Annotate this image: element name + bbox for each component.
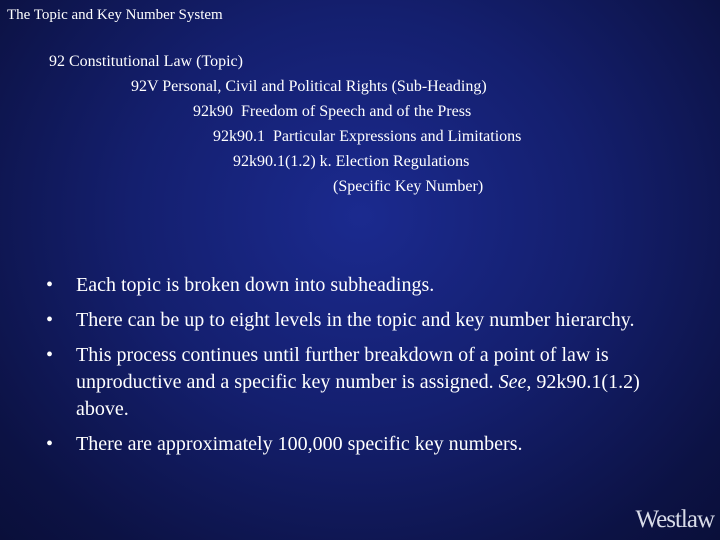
- hierarchy-subheading-tag: (Sub-Heading): [391, 78, 487, 95]
- bullet-dot-icon: •: [46, 344, 54, 366]
- bullet-text: This process continues until further breakdown of a point of law is unproductive and a specific key number is assigned.: [76, 344, 609, 393]
- hierarchy-subheading: [131, 77, 487, 97]
- hierarchy-level-5: 92k90.1(1.2) k. Election Regulations: [233, 153, 470, 170]
- bullet-text: Each topic is broken down into subheadings.: [76, 274, 435, 296]
- bullet-see-reference: 92k90.1(1.2) above.: [76, 371, 640, 420]
- westlaw-logo: Westlaw: [635, 506, 714, 533]
- hierarchy-subheading-code: 92V Personal, Civil and Political Rights: [131, 78, 388, 95]
- bullet-see-label: See,: [498, 371, 532, 393]
- bullet-text: There are approximately 100,000 specific key numbers.: [76, 433, 523, 455]
- hierarchy-level-4: 92k90.1 Particular Expressions and Limitations: [213, 128, 522, 145]
- slide-title: The Topic and Key Number System: [7, 7, 223, 23]
- bullet-item: [46, 342, 666, 423]
- hierarchy-level-3: 92k90 Freedom of Speech and of the Press: [193, 103, 472, 120]
- bullet-item: [46, 272, 666, 299]
- hierarchy-topic-tag: (Topic): [196, 53, 243, 70]
- hierarchy-specific-key-tag: (Specific Key Number): [333, 178, 484, 195]
- bullet-dot-icon: •: [46, 309, 54, 331]
- bullet-list: [46, 272, 666, 466]
- hierarchy-topic-code: 92 Constitutional Law: [49, 53, 193, 70]
- bullet-item: [46, 431, 666, 458]
- hierarchy-topic: [49, 52, 243, 72]
- bullet-text: There can be up to eight levels in the topic and key number hierarchy.: [76, 309, 635, 331]
- bullet-item: [46, 307, 666, 334]
- bullet-dot-icon: •: [46, 274, 54, 296]
- bullet-dot-icon: •: [46, 433, 54, 455]
